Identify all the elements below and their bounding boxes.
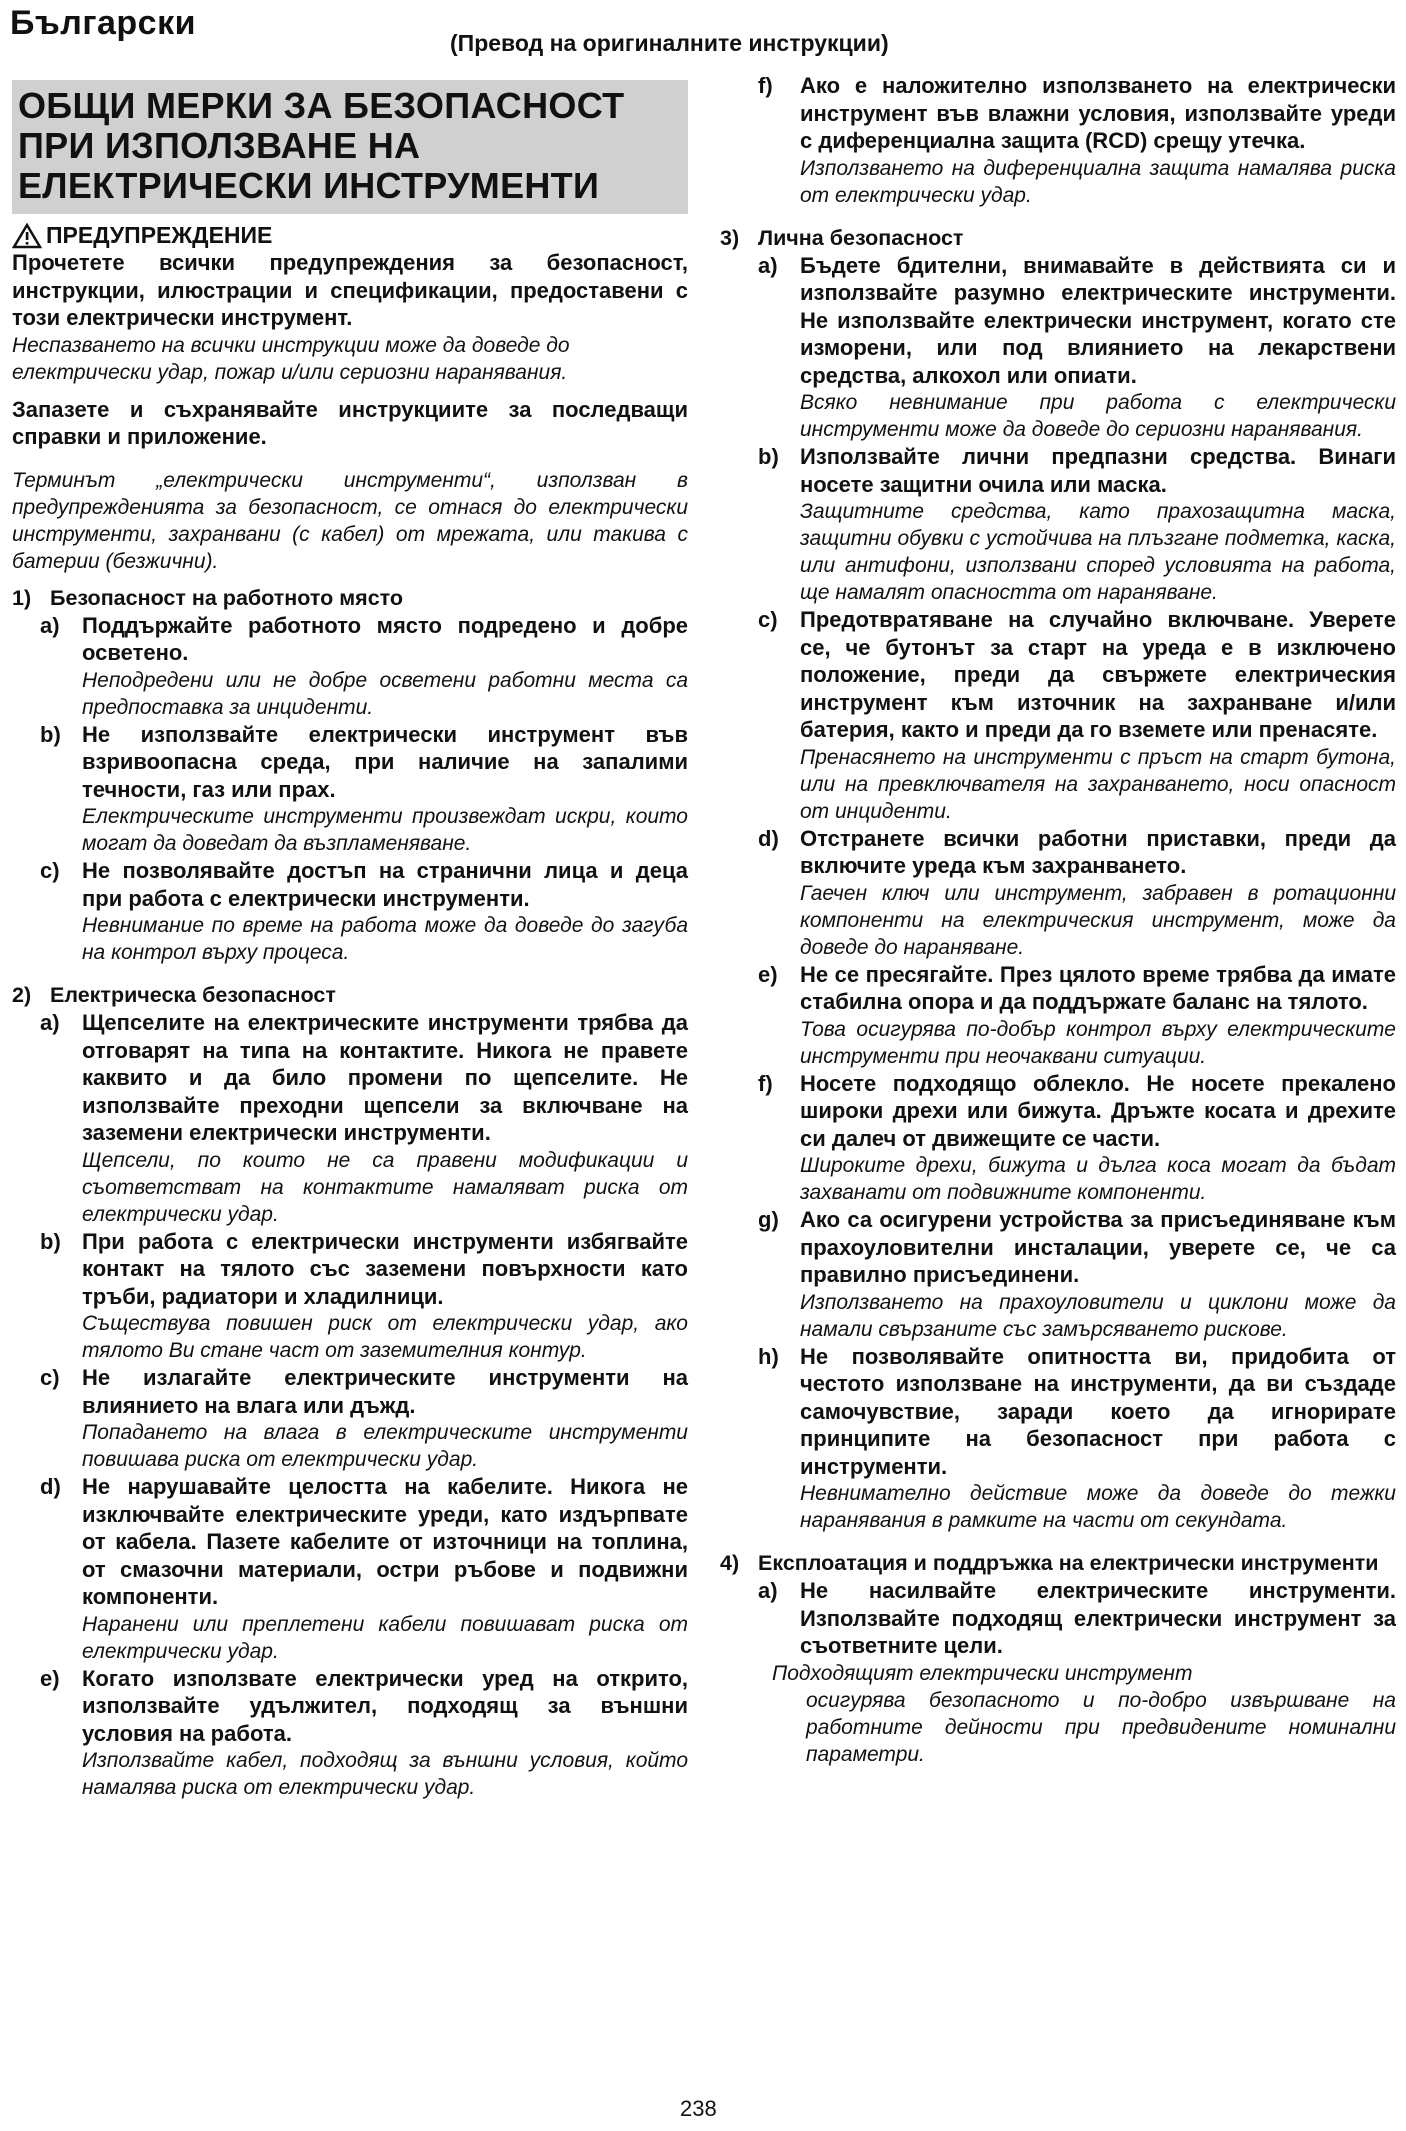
list-item: [12, 857, 688, 966]
list-item: [720, 443, 1396, 606]
warning-triangle-icon: [12, 223, 42, 249]
item-italic-text: Невнимателно действие може да доведе до тежки наранявания в рамките на части от секундата.: [800, 1482, 1396, 1532]
list-item: [720, 1343, 1396, 1535]
section-title: Експлоатация и поддръжка на електрически инструменти: [758, 1551, 1379, 1575]
list-item: [720, 1206, 1396, 1343]
item-italic-text: Използването на прахоуловители и циклони може да намали свързаните със замърсяването рискове.: [800, 1290, 1396, 1341]
item-bold-text: Ако са осигурени устройства за присъединяване към прахоуловителни инсталации, уверете се, че са правилно присъединени.: [800, 1207, 1396, 1287]
item-bold-text: Носете подходящо облекло. Не носете прекалено широки дрехи или бижута. Дръжте косата и дрехите си далеч от движещите се части.: [800, 1070, 1396, 1151]
section-1-heading: [12, 585, 688, 612]
section-number: 4): [720, 1551, 740, 1575]
item-label: a): [40, 1010, 60, 1035]
list-item: [12, 721, 688, 858]
section-title: Безопасност на работното място: [50, 585, 404, 610]
item-label: b): [40, 1228, 61, 1254]
item-italic-text: Невнимание по време на работа може да доведе до загуба на контрол върху процеса.: [82, 914, 688, 964]
item-label: c): [40, 1365, 60, 1390]
warning-bold-text: Прочетете всички предупреждения за безопасност, инструкции, илюстрации и спецификации, предоставени с този електрически инструмент.: [12, 250, 688, 330]
list-item: [720, 1577, 1396, 1660]
page-number: 238: [680, 2096, 717, 2121]
item-label: e): [40, 1665, 60, 1691]
item-bold-text: Бъдете бдителни, внимавайте в действията си и използвайте разумно електрическите инструменти. Не използвайте електрически инструмент, когато сте изморени, или под влиянието на лекарствени средства, алкохол или опиати.: [800, 252, 1396, 388]
left-column: [12, 80, 688, 1801]
item-label: d): [758, 825, 779, 851]
item-bold-text: Не позволявайте опитността ви, придобита от честото използване на инструменти, да ви създаде самочувствие, заради което да игнорирате принципите на безопасност при работа с инструменти.: [800, 1343, 1396, 1479]
item-italic-text: Гаечен ключ или инструмент, забравен в ротационни компоненти на електрическия инструмент, може да доведе до нараняване.: [800, 881, 1396, 959]
item-italic-text: Използването на диференциална защита намалява риска от електрически удар.: [800, 156, 1396, 207]
item-label: c): [758, 607, 778, 632]
section-3-heading: [720, 225, 1396, 252]
item-label: f): [758, 73, 773, 98]
item-italic-text: Щепсели, по които не са правени модификации и съответстват на контактите намаляват риска от електрически удар.: [82, 1148, 688, 1226]
item-bold-text: Използвайте лични предпазни средства. Винаги носете защитни очила или маска.: [800, 444, 1396, 497]
item-bold-text: Не нарушавайте целостта на кабелите. Никога не изключвайте електрическите уреди, като издърпвате от кабела. Пазете кабелите от източници на топлина, от смазочни материали, остри ръбове и подвижни компоненти.: [82, 1474, 688, 1609]
list-item: [720, 1070, 1396, 1207]
list-item: [720, 72, 1396, 209]
item-label: f): [758, 1070, 773, 1096]
item-label: b): [758, 444, 779, 469]
title-line-2: ПРИ ИЗПОЛЗВАНЕ НА: [18, 125, 421, 166]
item-bold-text: Когато използвате електрически уред на открито, използвайте удължител, подходящ за външни условия на работа.: [82, 1665, 688, 1746]
list-item: [720, 606, 1396, 825]
item-label: d): [40, 1474, 61, 1499]
item-bold-text: Ако е наложително използването на електрически инструмент във влажни условия, използвайте уреди с диференциална защита (RCD) срещу утечка.: [800, 73, 1396, 153]
title-line-3: ЕЛЕКТРИЧЕСКИ ИНСТРУМЕНТИ: [18, 165, 600, 206]
item-italic-text: Защитните средства, като прахозащитна маска, защитни обувки с устойчива на плъзгане подметка, каска, или антифони, използвани според условията на работа, ще намалят опасността от нараняване.: [800, 500, 1396, 604]
item-bold-text: Не използвайте електрически инструмент във взривоопасна среда, при наличие на запалими течности, газ или прах.: [82, 721, 688, 802]
list-item: [12, 612, 688, 721]
warning-italic-text: Неспазването на всички инструкции може да доведе до електрически удар, пожар и/или сериозни наранявания.: [12, 333, 570, 384]
section-number: 2): [12, 983, 32, 1007]
language-heading: Български: [10, 4, 196, 42]
list-item: [720, 252, 1396, 444]
item-label: a): [758, 1578, 778, 1603]
item-bold-text: При работа с електрически инструменти избягвайте контакт на тялото със заземени повърхности като тръби, радиатори и хладилници.: [82, 1228, 688, 1309]
item-bold-text: Предотвратяване на случайно включване. Уверете се, че бутонът за старт на уреда е в изключено положение, преди да свържете електрическия инструмент към източник на захранване и/или батерия, както и преди да го вземете или пренасяте.: [800, 607, 1396, 742]
item-bold-text: Не се пресягайте. През цялото време трябва да имате стабилна опора и да поддържате баланс на тялото.: [800, 961, 1396, 1014]
item-italic-text: Това осигурява по-добър контрол върху електрическите инструменти при неочаквани ситуации.: [800, 1017, 1396, 1068]
item-label: a): [758, 252, 778, 278]
list-item: [720, 961, 1396, 1070]
warning-heading-text: ПРЕДУПРЕЖДЕНИЕ: [46, 222, 273, 248]
translation-note: (Превод на оригиналните инструкции): [450, 30, 889, 56]
section-4-heading: [720, 1550, 1396, 1577]
item-label: b): [40, 721, 61, 747]
item-italic-text: Пренасянето на инструменти с пръст на старт бутона, или на превключвателя на захранването, носи опасност от инциденти.: [800, 745, 1396, 823]
list-item: [12, 1473, 688, 1665]
page-title: [12, 80, 688, 214]
section-number: 3): [720, 225, 740, 250]
term-definition-text: Терминът „електрически инструменти“, използван в предупрежденията за безопасност, се отнася до електрически инструменти, захранвани (с кабел) от мрежата, или такива с батерии (безжични).: [12, 468, 688, 573]
right-column: [720, 72, 1396, 1768]
section-2-heading: [12, 982, 688, 1009]
item-label: e): [758, 961, 778, 987]
section-title: Електрическа безопасност: [50, 983, 336, 1007]
section-number: 1): [12, 585, 32, 610]
keep-instructions-text: Запазете и съхранявайте инструкциите за последващи справки и приложение.: [12, 396, 688, 449]
item-italic-text: Електрическите инструменти произвеждат искри, които могат да доведат да възпламеняване.: [82, 805, 688, 855]
item-italic-text: Използвайте кабел, подходящ за външни условия, който намалява риска от електрически удар.: [82, 1749, 688, 1799]
item-italic-text: Наранени или преплетени кабели повишават риска от електрически удар.: [82, 1612, 688, 1663]
item-label: g): [758, 1207, 779, 1232]
item-italic-text: Неподредени или не добре осветени работни места са предпоставка за инциденти.: [82, 668, 688, 719]
item-label: a): [40, 612, 60, 638]
title-line-1: ОБЩИ МЕРКИ ЗА БЕЗОПАСНОСТ: [18, 85, 625, 126]
item-bold-text: Не позволявайте достъп на странични лица и деца при работа с електрически инструменти.: [82, 858, 688, 911]
list-item: [12, 1665, 688, 1802]
list-item: [720, 825, 1396, 961]
item-bold-text: Поддържайте работното място подредено и добре осветено.: [82, 612, 688, 665]
item-italic-text: Съществува повишен риск от електрически удар, ако тялото Ви стане част от заземителния контур.: [82, 1312, 688, 1362]
item-bold-text: Щепселите на електрическите инструменти трябва да отговарят на типа на контактите. Никога не правете каквито и да било промени по щепселите. Не използвайте преходни щепсели за включване на заземени електрически инструменти.: [82, 1010, 688, 1145]
warning-heading: [12, 222, 688, 249]
item-bold-text: Отстранете всички работни приставки, преди да включите уреда към захранването.: [800, 825, 1396, 878]
item-italic-lead: Подходящият електрически инструмент: [772, 1661, 1193, 1685]
item-bold-text: Не насилвайте електрическите инструменти. Използвайте подходящ електрически инструмент за съответните цели.: [800, 1578, 1396, 1658]
item-italic-text: Всяко невнимание при работа с електрически инструменти може да доведе до сериозни наранявания.: [800, 391, 1396, 441]
item-italic-text: осигурява безопасното и по-добро извършване на работните дейности при предвидените номинални параметри.: [806, 1688, 1396, 1766]
item-bold-text: Не излагайте електрическите инструменти на влиянието на влага или дъжд.: [82, 1365, 688, 1418]
section-title: Лична безопасност: [758, 225, 964, 250]
item-label: c): [40, 858, 60, 883]
list-item: [12, 1364, 688, 1473]
list-item: [12, 1009, 688, 1228]
list-item: [12, 1228, 688, 1365]
item-italic-text: Попадането на влага в електрическите инструменти повишава риска от електрически удар.: [82, 1421, 688, 1471]
item-label: h): [758, 1343, 779, 1369]
item-italic-text: Широките дрехи, бижута и дълга коса могат да бъдат захванати от подвижните компоненти.: [800, 1154, 1396, 1204]
